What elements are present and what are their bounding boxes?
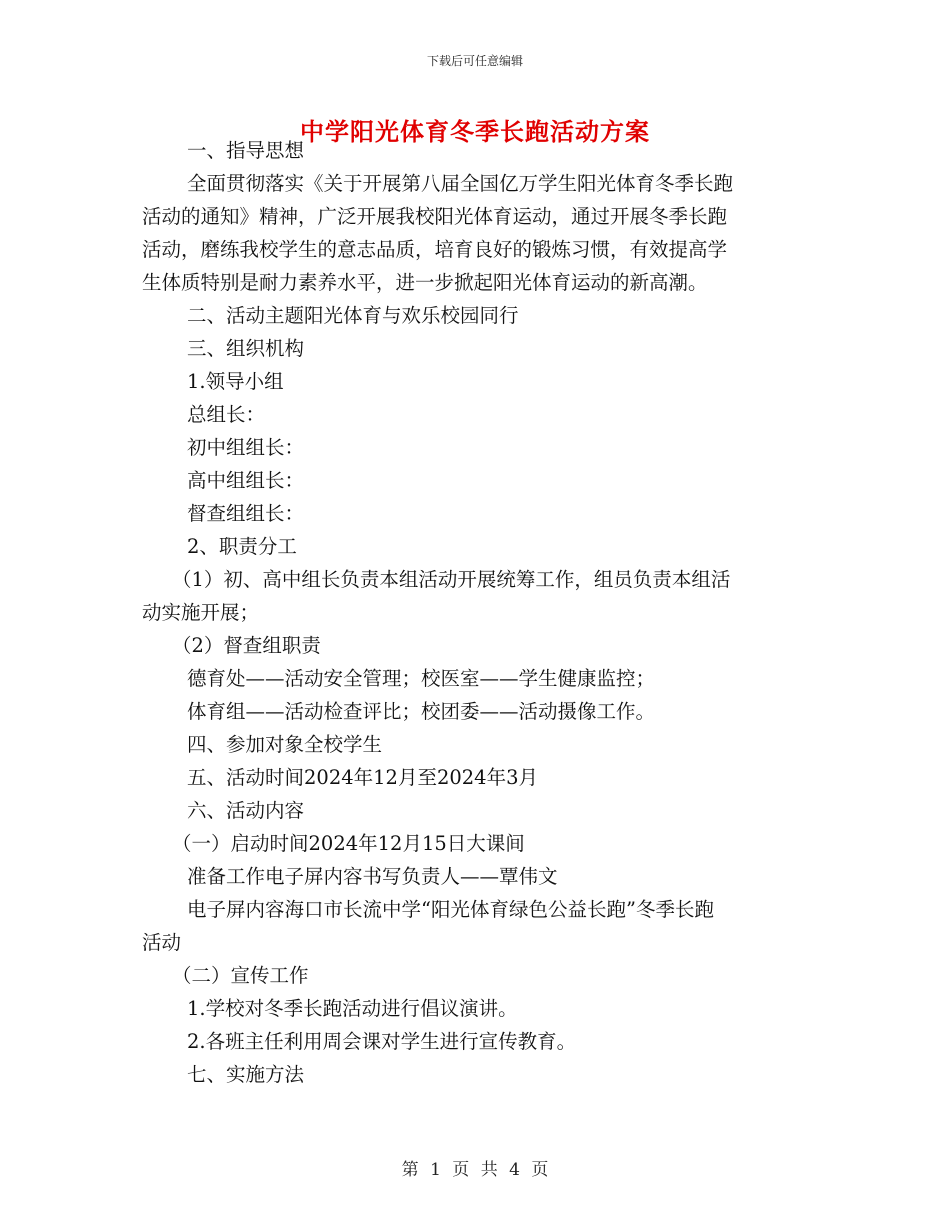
page-footer: 第 1 页 共 4 页 (401, 1160, 549, 1180)
paragraph-line: 六、活动内容 (187, 799, 305, 822)
paragraph-line: （1）初、高中组长负责本组活动开展统筹工作，组员负责本组活 (172, 568, 731, 591)
paragraph-line: 一、指导思想 (187, 139, 305, 162)
paragraph-line: 生体质特别是耐力素养水平，进一步掀起阳光体育运动的新高潮。 (142, 271, 708, 294)
paragraph-line: （2）督查组职责 (172, 634, 321, 657)
paragraph-line: 活动，磨练我校学生的意志品质，培育良好的锻炼习惯，有效提高学 (142, 238, 728, 261)
page-header: 下载后可任意编辑 (426, 54, 523, 68)
paragraph-line: 电子屏内容海口市长流中学“阳光体育绿色公益长跑”冬季长跑 (187, 898, 714, 921)
paragraph-line: 督查组组长： (187, 502, 305, 525)
paragraph-line: 高中组组长： (187, 469, 305, 492)
paragraph-line: 德育处——活动安全管理；校医室——学生健康监控； (187, 667, 656, 690)
paragraph-line: 1.领导小组 (187, 370, 284, 393)
paragraph-line: （二）宣传工作 (172, 964, 309, 987)
paragraph-line: 五、活动时间2024年12月至2024年3月 (187, 766, 538, 789)
document-title: 中学阳光体育冬季长跑活动方案 (300, 117, 650, 146)
paragraph-line: 四、参加对象全校学生 (187, 733, 383, 756)
paragraph-line: 准备工作电子屏内容书写负责人——覃伟文 (187, 865, 558, 888)
paragraph-line: 1.学校对冬季长跑活动进行倡议演讲。 (187, 997, 518, 1020)
paragraph-line: 总组长： (187, 403, 266, 426)
paragraph-line: 2.各班主任利用周会课对学生进行宣传教育。 (187, 1030, 577, 1053)
paragraph-line: 活动 (142, 931, 182, 954)
paragraph-line: 动实施开展； (142, 601, 260, 624)
paragraph-line: （一）启动时间2024年12月15日大课间 (172, 832, 525, 855)
paragraph-line: 活动的通知》精神，广泛开展我校阳光体育运动，通过开展冬季长跑 (142, 205, 728, 228)
document-body (142, 134, 810, 1091)
paragraph-line: 初中组组长： (187, 436, 305, 459)
paragraph-line: 二、活动主题阳光体育与欢乐校园同行 (187, 304, 519, 327)
paragraph-line: 体育组——活动检查评比；校团委——活动摄像工作。 (187, 700, 656, 723)
paragraph-line: 三、组织机构 (187, 337, 305, 360)
paragraph-line: 2、职责分工 (187, 535, 297, 558)
paragraph-line: 全面贯彻落实《关于开展第八届全国亿万学生阳光体育冬季长跑 (187, 172, 734, 195)
paragraph-line: 七、实施方法 (187, 1063, 305, 1086)
